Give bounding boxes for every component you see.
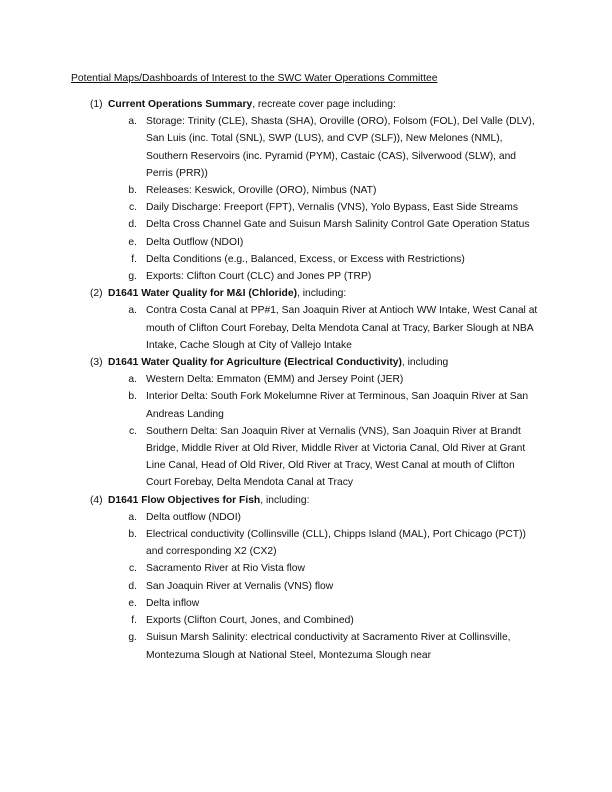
list-item-text: Delta Cross Channel Gate and Suisun Marsh Salinity Control Gate Operation Status <box>146 219 530 231</box>
list-item-letter: b. <box>128 529 137 541</box>
section-list <box>0 96 612 664</box>
list-item <box>0 371 612 388</box>
list-item <box>0 629 612 663</box>
list-item-text: Sacramento River at Rio Vista flow <box>146 563 305 575</box>
section-heading <box>108 96 548 113</box>
list-item-letter: e. <box>128 597 137 609</box>
list-item <box>0 388 612 422</box>
section-number: (1) <box>90 99 103 110</box>
list-item <box>0 509 612 526</box>
document-title: Potential Maps/Dashboards of Interest to the SWC Water Operations Committee <box>71 73 438 84</box>
list-item-text: Contra Costa Canal at PP#1, San Joaquin River at Antioch WW Intake, West Canal at mouth of Clifton Court Forebay, Delta Mendota Canal at Tracy, Barker Slough at NBA Intake, Cache Slough at City of Vallejo Intake <box>146 305 538 351</box>
list-item-letter: c. <box>128 425 137 437</box>
list-item-letter: a. <box>128 305 137 317</box>
list-item-text: Delta outflow (NDOI) <box>146 511 241 523</box>
list-item <box>0 251 612 268</box>
list-item-text: Delta inflow <box>146 597 200 609</box>
section-heading <box>108 354 548 371</box>
section-number: (2) <box>90 288 103 300</box>
section <box>0 492 612 509</box>
section-title-suffix: , including: <box>297 288 347 300</box>
section-number: (4) <box>90 494 103 506</box>
list-item-letter: e. <box>128 236 137 248</box>
section-heading <box>108 285 548 302</box>
section-heading <box>108 492 548 509</box>
list-item <box>0 199 612 216</box>
list-item <box>0 526 612 560</box>
list-item-text: Western Delta: Emmaton (EMM) and Jersey Point (JER) <box>146 374 404 386</box>
section-title: D1641 Water Quality for M&I (Chloride) <box>108 288 297 300</box>
section-title: D1641 Water Quality for Agriculture (Electrical Conductivity) <box>108 357 402 369</box>
list-item-text: Suisun Marsh Salinity: electrical conductivity at Sacramento River at Collinsville, Montezuma Slough at National Steel, Montezuma Slough near <box>146 632 511 661</box>
list-item <box>0 595 612 612</box>
list-item-letter: b. <box>128 185 137 197</box>
list-item-letter: g. <box>128 632 137 644</box>
section-number: (3) <box>90 357 103 369</box>
list-item-text: Exports (Clifton Court, Jones, and Combined) <box>146 615 354 627</box>
list-item <box>0 560 612 577</box>
list-item-letter: a. <box>128 116 137 128</box>
list-item-text: Exports: Clifton Court (CLC) and Jones PP (TRP) <box>146 271 372 283</box>
list-item <box>0 423 612 492</box>
section-title-suffix: , recreate cover page including: <box>252 99 396 110</box>
section-title: D1641 Flow Objectives for Fish <box>108 494 261 506</box>
list-item-text: Delta Outflow (NDOI) <box>146 236 244 248</box>
list-item <box>0 234 612 251</box>
section-title-suffix: , including: <box>260 494 310 506</box>
list-item <box>0 268 612 285</box>
section <box>0 285 612 302</box>
list-item-text: Southern Delta: San Joaquin River at Vernalis (VNS), San Joaquin River at Brandt Bridge, Middle River at Old River, Middle River at Victoria Canal, Old River at Grant Line Canal, Head of Old River, Old River at Tracy, West Canal at mouth of Clifton Court Forebay, Delta Mendota Canal at Tracy <box>146 425 526 489</box>
list-item-letter: c. <box>128 563 137 575</box>
list-item <box>0 113 612 182</box>
section-title-suffix: , including <box>401 357 449 369</box>
section <box>0 96 612 113</box>
list-item <box>0 216 612 233</box>
list-item-text: Releases: Keswick, Oroville (ORO), Nimbus (NAT) <box>146 185 377 197</box>
list-item-letter: f. <box>131 253 137 265</box>
list-item-text: Interior Delta: South Fork Mokelumne River at Terminous, San Joaquin River at San Andreas Landing <box>146 391 529 420</box>
list-item <box>0 302 612 354</box>
section <box>0 354 612 371</box>
list-item-text: San Joaquin River at Vernalis (VNS) flow <box>146 580 334 592</box>
list-item-text: Electrical conductivity (Collinsville (CLL), Chipps Island (MAL), Port Chicago (PCT)) and corresponding X2 (CX2) <box>146 529 526 558</box>
list-item <box>0 182 612 199</box>
list-item-text: Storage: Trinity (CLE), Shasta (SHA), Oroville (ORO), Folsom (FOL), Del Valle (DLV), San Luis (inc. Total (SNL), SWP (LUS), and CVP (SLF)), New Melones (NML), Southern Reservoirs (inc. Pyramid (PYM), Castaic (CAS), Silverwood (SLW), and Perris (PRR)) <box>146 116 535 179</box>
list-item-letter: d. <box>128 219 137 231</box>
list-item <box>0 578 612 595</box>
list-item-letter: c. <box>128 202 137 214</box>
list-item-text: Daily Discharge: Freeport (FPT), Vernalis (VNS), Yolo Bypass, East Side Streams <box>146 202 518 214</box>
list-item-letter: a. <box>128 374 137 386</box>
list-item-letter: d. <box>128 580 137 592</box>
list-item-text: Delta Conditions (e.g., Balanced, Excess, or Excess with Restrictions) <box>146 253 465 265</box>
list-item <box>0 612 612 629</box>
list-item-letter: a. <box>128 511 137 523</box>
section-title: Current Operations Summary <box>108 99 253 110</box>
list-item-letter: g. <box>128 271 137 283</box>
list-item-letter: b. <box>128 391 137 403</box>
list-item-letter: f. <box>131 615 137 627</box>
